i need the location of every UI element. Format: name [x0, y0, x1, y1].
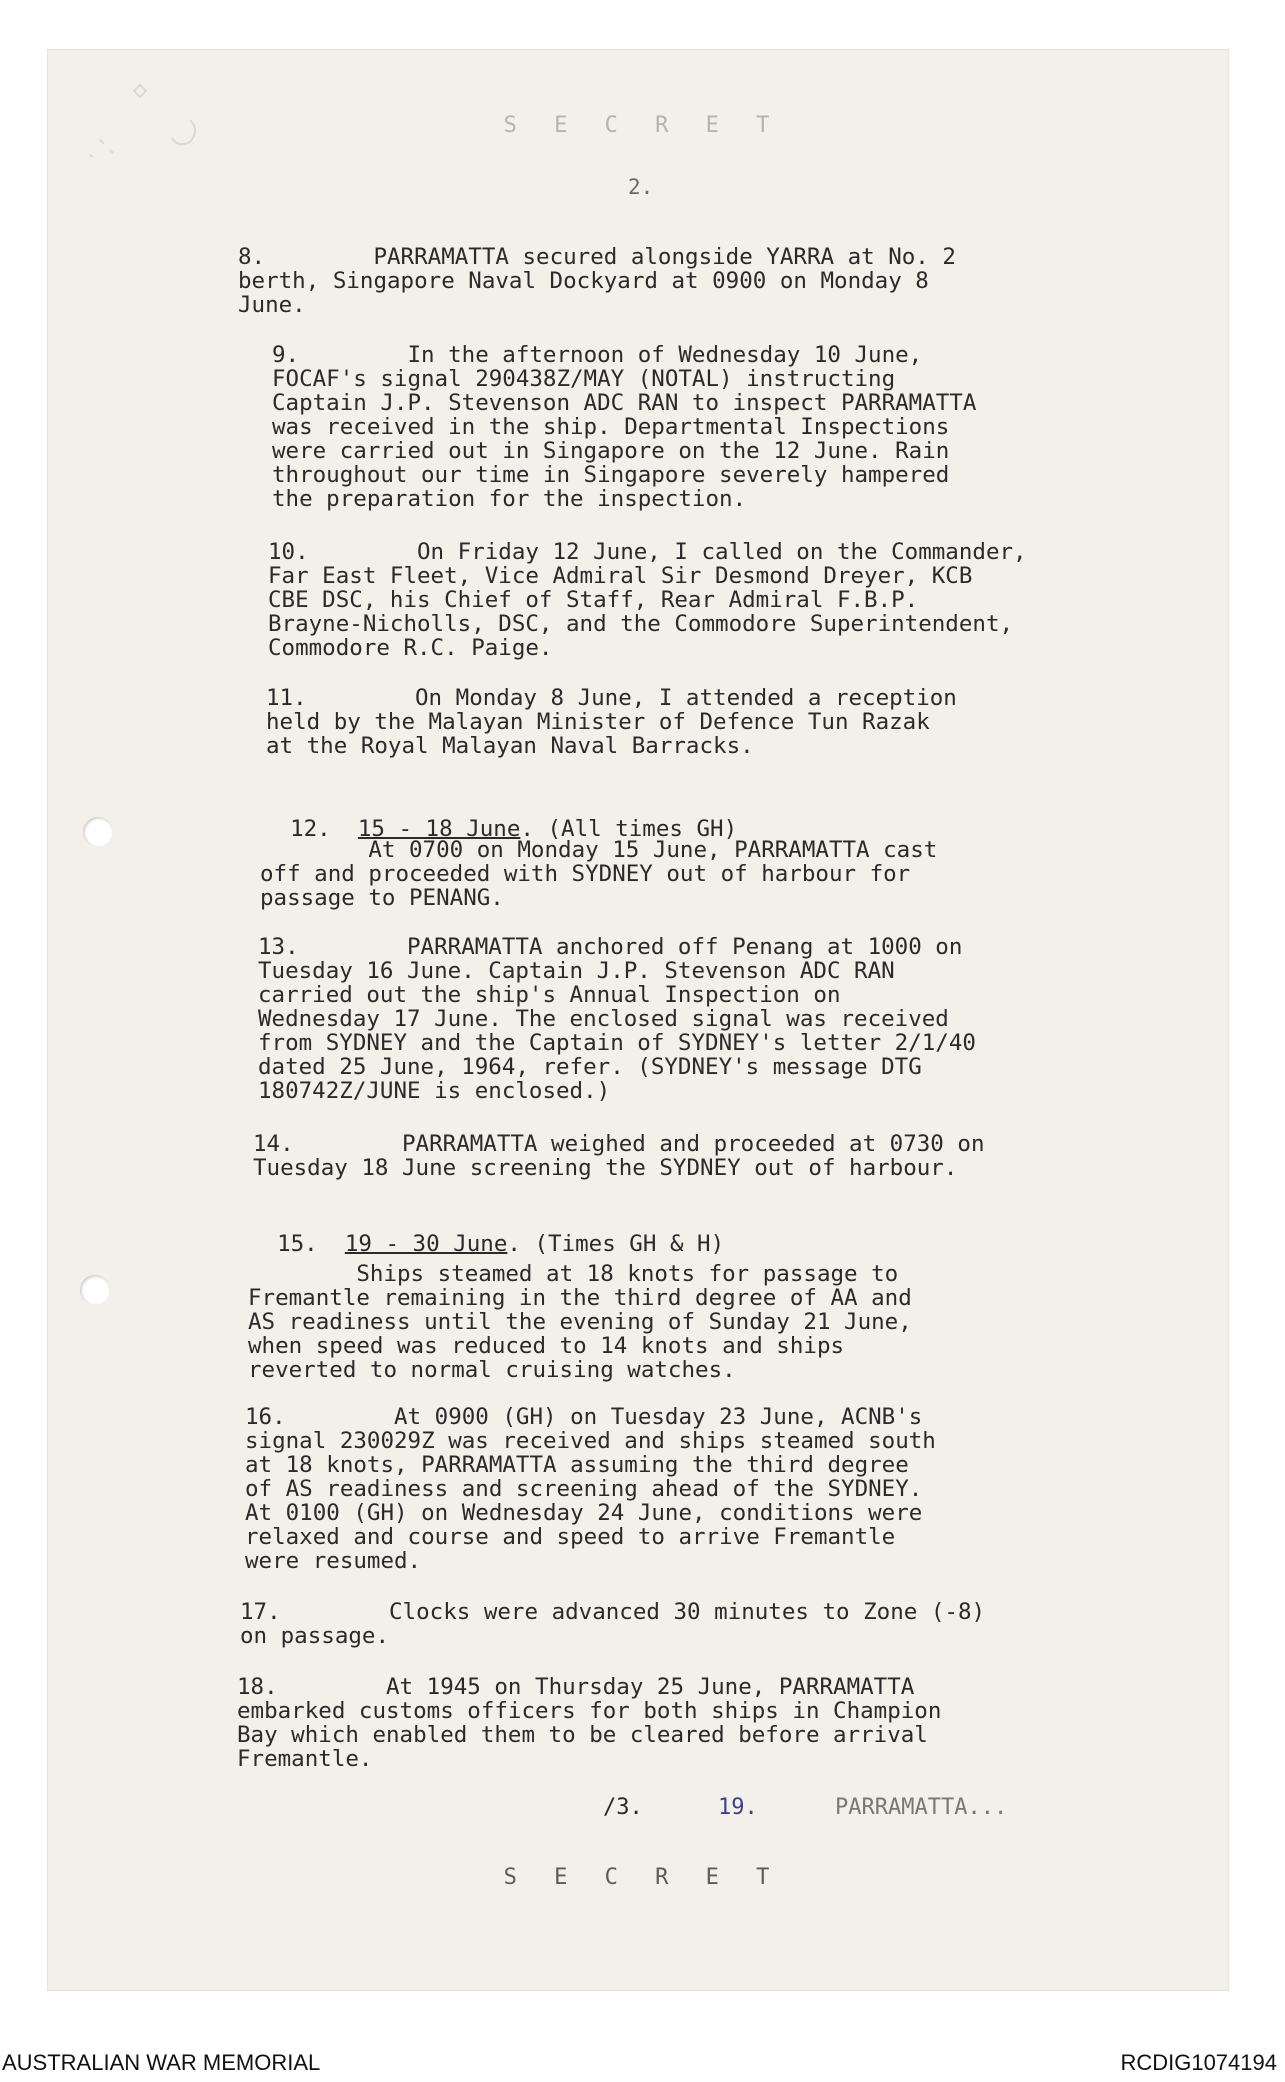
- section-heading-15: 15. 19 - 30 June. (Times GH & H): [277, 1231, 725, 1257]
- paragraph-14: 14. PARRAMATTA weighed and proceeded at 0730 on Tuesday 18 June screening the SYDNEY out of harbour.: [253, 1131, 985, 1181]
- punch-hole-upper: [83, 817, 113, 847]
- paragraph-18: 18. At 1945 on Thursday 25 June, PARRAMATTA embarked customs officers for both ships in Champion Bay which enabled them to be cleared before arrival Fremantle.: [237, 1674, 942, 1772]
- archive-caption-right: RCDIG1074194: [1120, 2050, 1277, 2075]
- punch-hole-lower: [80, 1275, 110, 1305]
- paragraph-15-body: Ships steamed at 18 knots for passage to Fremantle remaining in the third degree of AA and AS readiness until the evening of Sunday 21 June, when speed was reduced to 14 knots and ships reverted to normal cruising watches.: [248, 1261, 912, 1383]
- archive-caption-left: AUSTRALIAN WAR MEMORIAL: [2, 2050, 321, 2075]
- paragraph-9: 9. In the afternoon of Wednesday 10 June, FOCAF's signal 290438Z/MAY (NOTAL) instructing Captain J.P. Stevenson ADC RAN to inspect PARRAMATTA was received in the ship. Departmental Inspections were carried out in Singapore on the 12 June. Rain throughout our time in Singapore severely hampered the preparation for the inspection.: [272, 342, 977, 512]
- heading-dates-12: 15 - 18 June: [357, 816, 521, 842]
- paragraph-17: 17. Clocks were advanced 30 minutes to Zone (-8) on passage.: [240, 1599, 986, 1649]
- paragraph-10: 10. On Friday 12 June, I called on the Commander, Far East Fleet, Vice Admiral Sir Desmond Dreyer, KCB CBE DSC, his Chief of Staff, Rear Admiral F.B.P. Brayne-Nicholls, DSC, and the Commodore Superintendent, Commodore R.C. Paige.: [268, 539, 1027, 661]
- paragraph-8: 8. PARRAMATTA secured alongside YARRA at No. 2 berth, Singapore Naval Dockyard at 0900 on Monday 8 June.: [238, 244, 956, 318]
- next-page-marker: /3.: [603, 1795, 643, 1820]
- heading-dates-15: 19 - 30 June: [344, 1231, 508, 1257]
- top-classification: S E C R E T: [503, 113, 782, 138]
- bottom-classification: S E C R E T: [503, 1865, 782, 1890]
- paragraph-11: 11. On Monday 8 June, I attended a reception held by the Malayan Minister of Defence Tun Razak at the Royal Malayan Naval Barracks.: [266, 685, 957, 759]
- continuation-word: PARRAMATTA...: [835, 1795, 1008, 1820]
- paragraph-13: 13. PARRAMATTA anchored off Penang at 1000 on Tuesday 16 June. Captain J.P. Stevenson ADC RAN carried out the ship's Annual Inspection on Wednesday 17 June. The enclosed signal was received from SYDNEY and the Captain of SYDNEY's letter 2/1/40 dated 25 June, 1964, refer. (SYDNEY's message DTG 180742Z/JUNE is enclosed.): [258, 934, 976, 1104]
- paragraph-12-body: At 0700 on Monday 15 June, PARRAMATTA cast off and proceeded with SYDNEY out of harbour for passage to PENANG.: [260, 837, 938, 911]
- section-heading-12: 12. 15 - 18 June. (All times GH): [290, 816, 738, 842]
- paragraph-16: 16. At 0900 (GH) on Tuesday 23 June, ACNB's signal 230029Z was received and ships steamed south at 18 knots, PARRAMATTA assuming the third degree of AS readiness and screening ahead of the SYDNEY. At 0100 (GH) on Wednesday 24 June, conditions were relaxed and course and speed to arrive Fremantle were resumed.: [245, 1404, 936, 1574]
- page-number: 2.: [628, 175, 654, 199]
- next-paragraph-number: 19.: [718, 1795, 758, 1820]
